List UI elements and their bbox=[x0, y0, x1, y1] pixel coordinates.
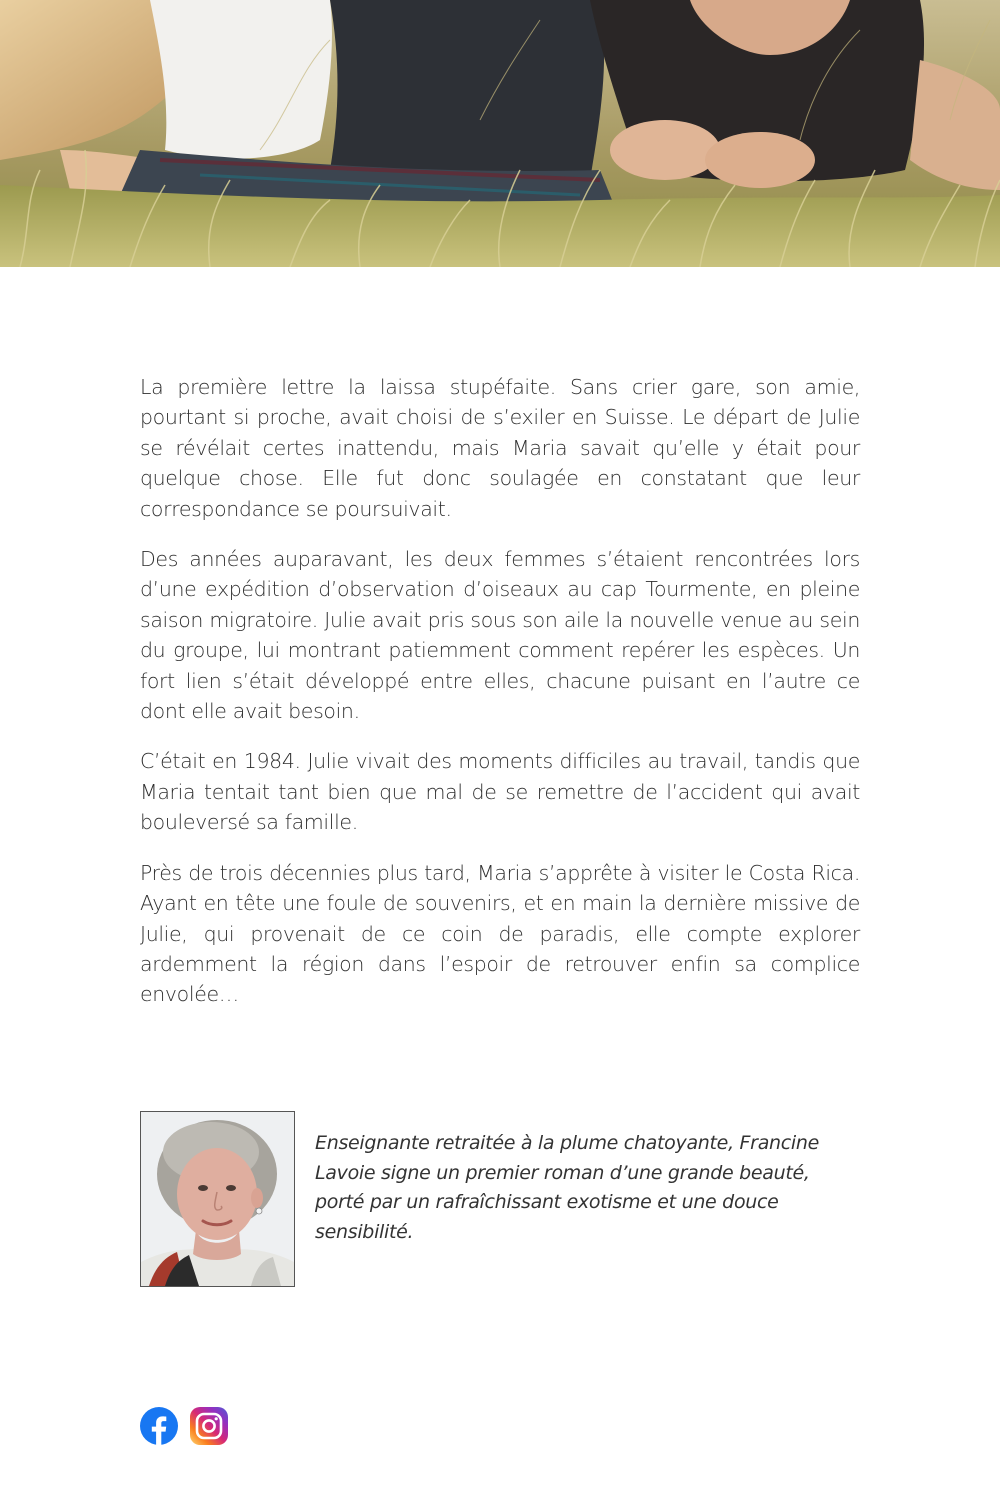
social-links bbox=[140, 1407, 228, 1445]
facebook-icon[interactable] bbox=[140, 1407, 178, 1445]
synopsis-text bbox=[140, 372, 860, 1030]
women-lying-in-grass-photo bbox=[0, 0, 1000, 267]
author-bio: Enseignante retraitée à la plume chatoyante, Francine Lavoie signe un premier roman d’une grande beauté, porté par un rafraîchissant exotisme et une douce sensibilité. bbox=[315, 1132, 820, 1243]
synopsis-paragraph-2: Des années auparavant, les deux femmes s’étaient rencontrées lors d’une expédition d’observation d’oiseaux au cap Tourmente, en pleine saison migratoire. Julie avait pris sous son aile la nouvelle venue au sein du groupe, lui montrant patiemment comment repérer les espèces. Un fort lien s’était développé entre elles, chacune puisant en l’autre ce dont elle avait besoin. bbox=[140, 547, 860, 724]
synopsis-paragraph-1: La première lettre la laissa stupéfaite. Sans crier gare, son amie, pourtant si proche, avait choisi de s’exiler en Suisse. Le départ de Julie se révélait certes inattendu, mais Maria savait qu’elle y était pour quelque chose. Elle fut donc soulagée en constatant que leur correspondance se poursuivait. bbox=[140, 375, 860, 521]
synopsis-paragraph-3: C’était en 1984. Julie vivait des moments difficiles au travail, tandis que Maria tentait tant bien que mal de se remettre de l’accident qui avait bouleversé sa famille. bbox=[140, 749, 860, 835]
synopsis-paragraph-4: Près de trois décennies plus tard, Maria s’apprête à visiter le Costa Rica. Ayant en tête une foule de souvenirs, et en main la dernière missive de Julie, qui provenait de ce coin de paradis, elle compte explorer ardemment la région dans l’espoir de retrouver enfin sa complice envolée… bbox=[140, 860, 860, 1007]
author-photo bbox=[140, 1111, 295, 1287]
hero-photo bbox=[0, 0, 1000, 267]
instagram-icon[interactable] bbox=[190, 1407, 228, 1445]
author-portrait bbox=[141, 1112, 294, 1286]
